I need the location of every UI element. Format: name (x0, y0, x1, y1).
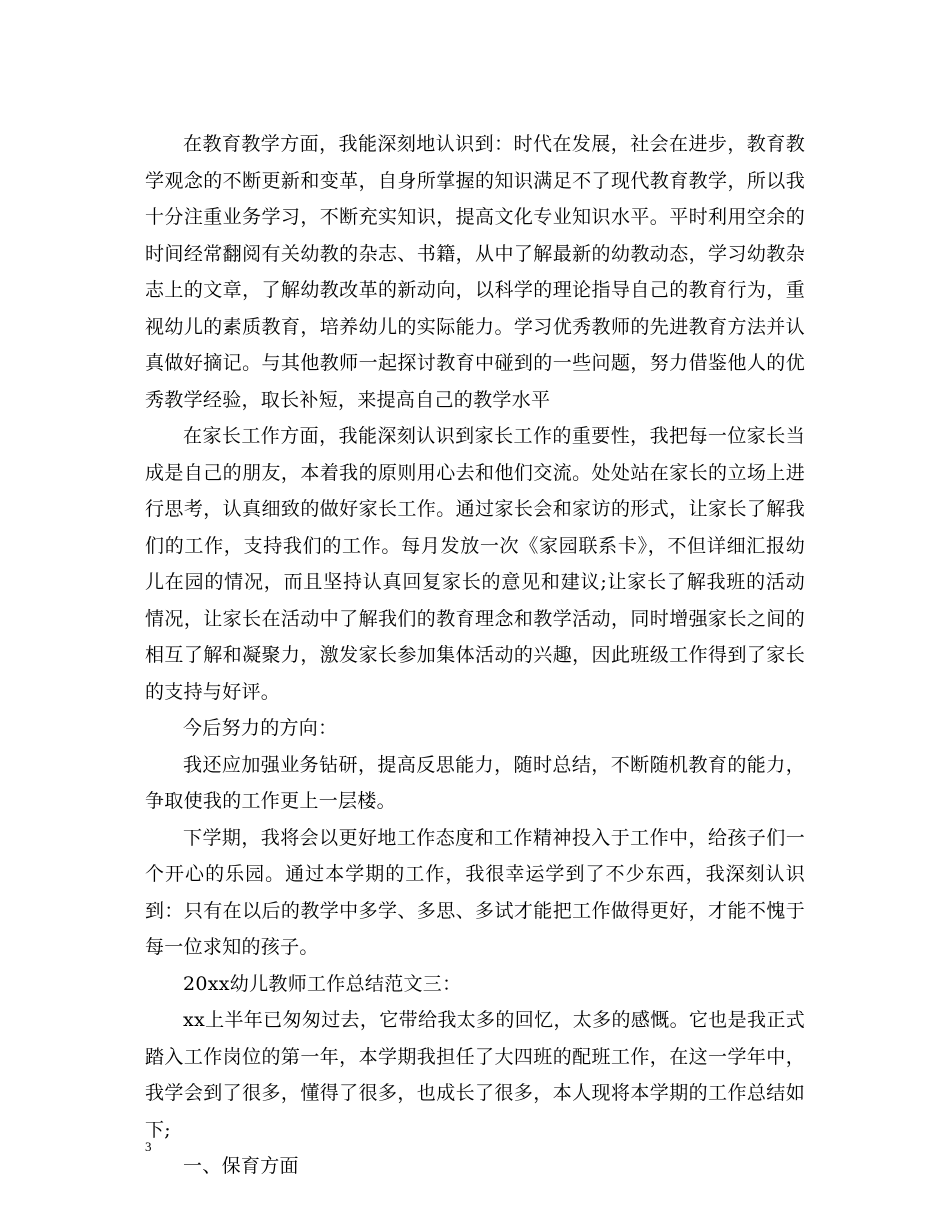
paragraph-future-direction-heading: 今后努力的方向： (183, 717, 338, 739)
page-number: 3 (145, 1139, 152, 1154)
paragraph-childcare-heading: 一、保育方面 (183, 1155, 299, 1177)
paragraph-half-year-summary: xx上半年已匆匆过去，它带给我太多的回忆，太多的感慨。它也是我正式踏入工作岗位的第一年，本学期我担任了大四班的配班工作，在这一学年中，我学会到了很多，懂得了很多，也成长了很多，本人现将本学期的工作总结如下; (145, 1009, 805, 1141)
paragraph-next-semester: 下学期，我将会以更好地工作态度和工作精神投入于工作中，给孩子们一个开心的乐园。通过本学期的工作，我很幸运学到了不少东西，我深刻认识到：只有在以后的教学中多学、多思、多试才能把工作做得更好，才能不愧于每一位求知的孩子。 (145, 826, 805, 958)
document-body (145, 126, 805, 1185)
paragraph-future-direction: 我还应加强业务钻研，提高反思能力，随时总结，不断随机教育的能力，争取使我的工作更上一层楼。 (145, 753, 805, 812)
paragraph-education-teaching: 在教育教学方面，我能深刻地认识到：时代在发展，社会在进步，教育教学观念的不断更新和变革，自身所掌握的知识满足不了现代教育教学，所以我十分注重业务学习，不断充实知识，提高文化专业知识水平。平时利用空余的时间经常翻阅有关幼教的杂志、书籍，从中了解最新的幼教动态，学习幼教杂志上的文章，了解幼教改革的新动向，以科学的理论指导自己的教育行为，重视幼儿的素质教育，培养幼儿的实际能力。学习优秀教师的先进教育方法并认真做好摘记。与其他教师一起探讨教育中碰到的一些问题，努力借鉴他人的优秀教学经验，取长补短，来提高自己的教学水平 (145, 133, 805, 411)
paragraph-section-title: 20xx幼儿教师工作总结范文三： (183, 972, 462, 995)
paragraph-parent-work: 在家长工作方面，我能深刻认识到家长工作的重要性，我把每一位家长当成是自己的朋友，本着我的原则用心去和他们交流。处处站在家长的立场上进行思考，认真细致的做好家长工作。通过家长会和家访的形式，让家长了解我们的工作，支持我们的工作。每月发放一次《家园联系卡》，不但详细汇报幼儿在园的情况，而且坚持认真回复家长的意见和建议;让家长了解我班的活动情况，让家长在活动中了解我们的教育理念和教学活动，同时增强家长之间的相互了解和凝聚力，激发家长参加集体活动的兴趣，因此班级工作得到了家长的支持与好评。 (145, 425, 805, 703)
